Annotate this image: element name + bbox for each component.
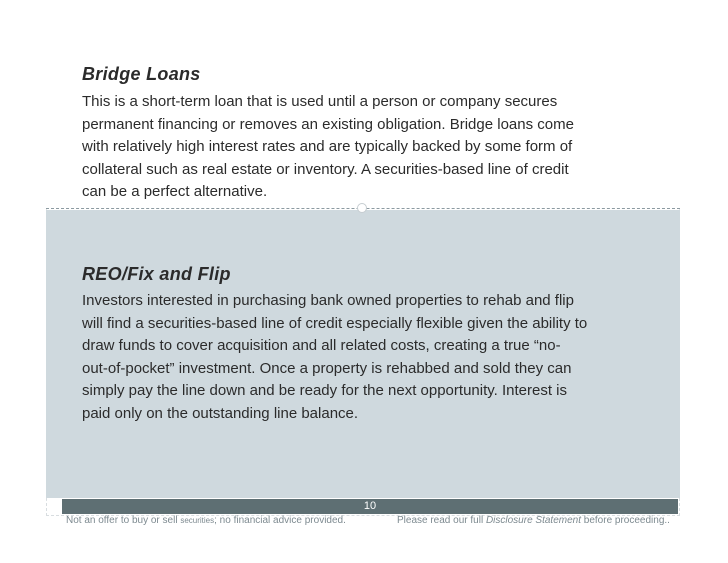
text-line: will find a securities-based line of credit especially flexible given the ability to xyxy=(82,314,588,332)
disclaimer-text: before proceeding.. xyxy=(581,515,670,526)
disclaimer-small-text: securities xyxy=(180,516,215,525)
disclaimer-right xyxy=(397,515,670,526)
text-line: Investors interested in purchasing bank owned properties to rehab and flip xyxy=(82,292,574,309)
reo-fix-flip-heading: REO/Fix and Flip xyxy=(82,264,231,284)
disclaimer-text: Please read our full xyxy=(397,515,486,526)
text-line: out-of-pocket” investment. Once a property is rehabbed and sold they can xyxy=(82,359,572,377)
text-line: This is a short-term loan that is used until a person or company secures xyxy=(82,93,558,110)
disclaimer-text: Not an offer to buy or sell xyxy=(66,515,181,526)
disclaimer-text: ; no financial advice provided. xyxy=(214,515,346,526)
disclosure-statement-link[interactable]: Disclosure Statement xyxy=(485,515,581,526)
text-line: simply pay the line down and be ready for the next opportunity. Interest is xyxy=(82,382,567,399)
disclaimer-left xyxy=(66,515,346,526)
text-line: can be a perfect alternative. xyxy=(82,183,268,200)
reo-fix-flip-text xyxy=(82,290,652,425)
text-line: permanent financing or removes an existing obligation. Bridge loans come xyxy=(82,115,574,133)
page-number: 10 xyxy=(363,500,377,512)
text-line: draw funds to cover acquisition and all related costs, creating a true “no- xyxy=(82,337,561,354)
bridge-loans-heading: Bridge Loans xyxy=(82,64,201,84)
footer-bar xyxy=(62,499,678,514)
text-line: collateral such as real estate or inventory. A securities-based line of credit xyxy=(82,160,569,178)
text-line: paid only on the outstanding line balance. xyxy=(82,404,359,422)
divider-handle-icon xyxy=(357,203,367,213)
text-line: with relatively high interest rates and are typically backed by some form of xyxy=(82,138,573,155)
bridge-loans-text xyxy=(82,91,667,204)
